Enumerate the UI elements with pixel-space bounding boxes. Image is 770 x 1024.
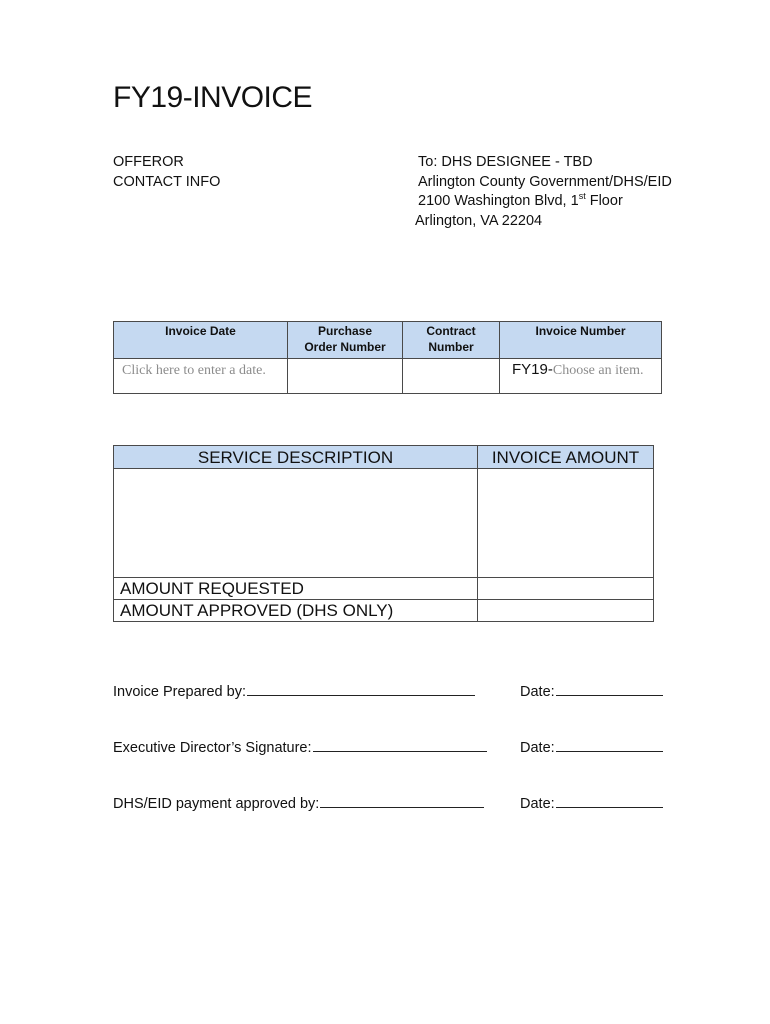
prepared-date-field[interactable]: [556, 681, 663, 696]
header-po-number: [288, 322, 403, 359]
header-contract-number: [403, 322, 500, 359]
prepared-by-line: [113, 681, 475, 701]
director-signature-label: Executive Director’s Signature:: [113, 740, 312, 756]
payment-date-field[interactable]: [556, 793, 663, 808]
amount-approved-label: AMOUNT APPROVED (DHS ONLY): [114, 600, 478, 622]
service-body-row: [114, 469, 654, 578]
invoice-amount-field[interactable]: [478, 469, 654, 578]
header-contract-line2: Number: [428, 339, 474, 354]
invoice-date-placeholder: Click here to enter a date.: [122, 363, 266, 378]
service-description-field[interactable]: [114, 469, 478, 578]
service-header-row: [114, 446, 654, 469]
amount-approved-row: [114, 600, 654, 622]
director-signature-field[interactable]: [313, 737, 487, 752]
amount-requested-label: AMOUNT REQUESTED: [114, 578, 478, 600]
amount-requested-row: [114, 578, 654, 600]
header-invoice-number: Invoice Number: [500, 322, 662, 359]
director-date-label: Date:: [520, 740, 555, 756]
prepared-by-field[interactable]: [247, 681, 475, 696]
payment-date-label: Date:: [520, 796, 555, 812]
amount-approved-field[interactable]: [478, 600, 654, 622]
recipient-street-floor: Floor: [585, 193, 623, 209]
prepared-by-label: Invoice Prepared by:: [113, 684, 246, 700]
payment-approved-label: DHS/EID payment approved by:: [113, 796, 320, 812]
director-date-line: [520, 737, 663, 757]
offeror-label: OFFEROR: [113, 154, 184, 170]
recipient-to: To: DHS DESIGNEE - TBD: [418, 154, 593, 170]
document-title: FY19-INVOICE: [113, 81, 313, 114]
po-number-field[interactable]: [288, 359, 403, 394]
header-service-description: SERVICE DESCRIPTION: [114, 446, 478, 469]
header-po-number-line1: Purchase: [317, 324, 373, 338]
invoice-number-dropdown[interactable]: Choose an item.: [552, 363, 644, 378]
recipient-org: Arlington County Government/DHS/EID: [418, 173, 672, 190]
prepared-date-line: [520, 681, 663, 701]
invoice-info-header-row: [114, 322, 662, 359]
amount-requested-field[interactable]: [478, 578, 654, 600]
invoice-info-table: [113, 321, 662, 394]
payment-approved-field[interactable]: [320, 793, 484, 808]
header-po-number-line2: Order Number: [304, 339, 386, 354]
header-invoice-date: Invoice Date: [114, 322, 288, 359]
invoice-number-field[interactable]: [500, 359, 662, 394]
invoice-date-field[interactable]: [114, 359, 288, 394]
recipient-street-sup: st: [578, 191, 586, 202]
payment-date-line: [520, 793, 663, 813]
offeror-contact-block: [113, 153, 220, 192]
contract-number-field[interactable]: [403, 359, 500, 394]
header-invoice-amount: INVOICE AMOUNT: [478, 446, 654, 469]
director-signature-line: [113, 737, 487, 757]
header-contract-line1: Contract: [426, 324, 476, 338]
service-table: [113, 445, 654, 622]
invoice-number-prefix: FY19-: [512, 361, 553, 378]
payment-approved-line: [113, 793, 484, 813]
invoice-info-row: [114, 359, 662, 394]
recipient-city: Arlington, VA 22204: [415, 212, 543, 229]
prepared-date-label: Date:: [520, 684, 555, 700]
recipient-address-block: [415, 153, 672, 231]
recipient-street: [415, 192, 672, 212]
contact-info-label: CONTACT INFO: [113, 173, 221, 190]
recipient-street-main: 2100 Washington Blvd, 1: [418, 193, 579, 209]
director-date-field[interactable]: [556, 737, 663, 752]
